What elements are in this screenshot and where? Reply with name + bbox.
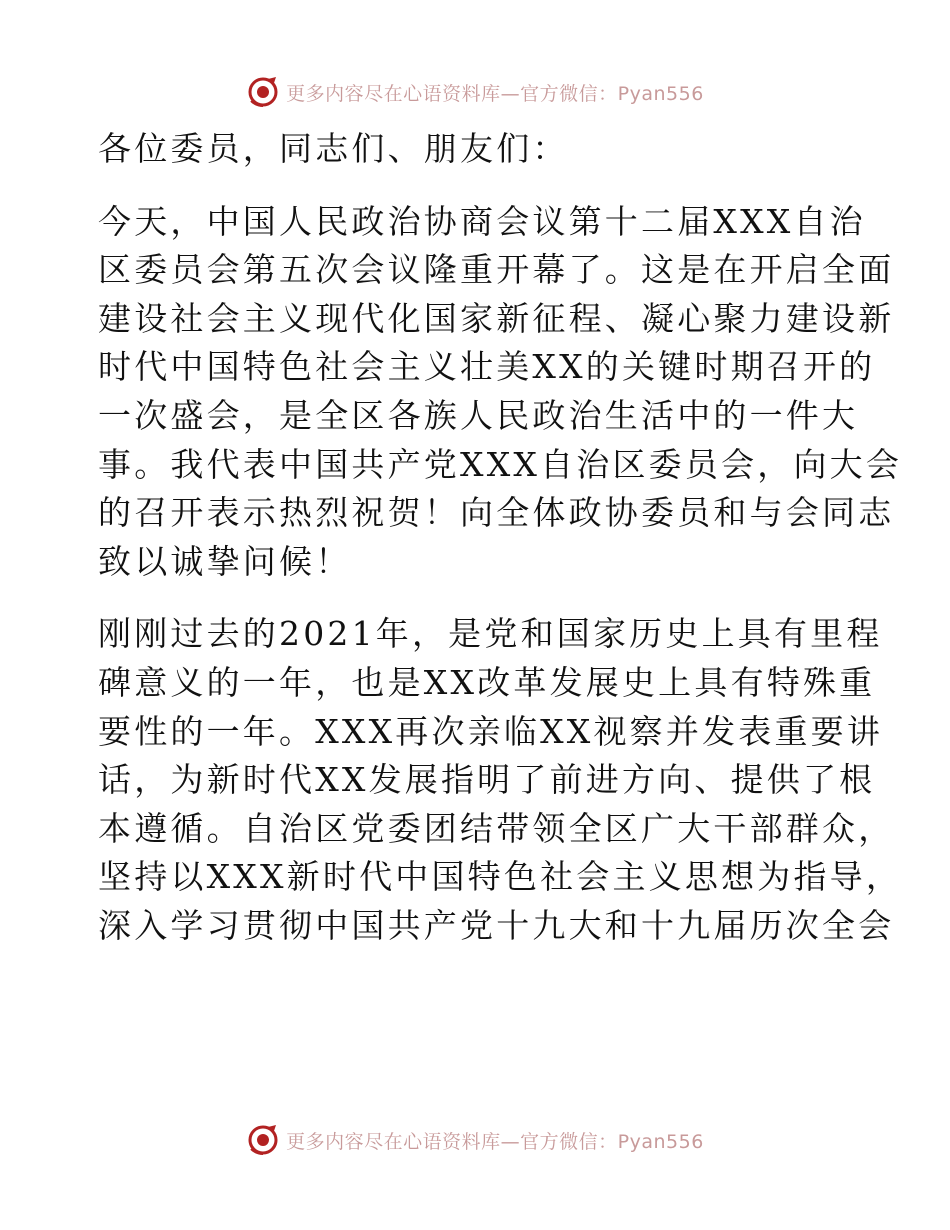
watermark-text: 更多内容尽在心语资料库—官方微信：Pyan556 <box>286 82 704 105</box>
text-line: 致以诚挚问候！ <box>98 541 352 581</box>
text-line: 的召开表示热烈祝贺！向全体政协委员和与会同志 <box>98 493 895 533</box>
paragraph-2 <box>98 610 903 950</box>
text-line: 刚刚过去的2021年，是党和国家历史上具有里程 <box>98 614 883 654</box>
text-line: 事。我代表中国共产党XXX自治区委员会，向大会 <box>98 444 903 484</box>
salutation: 各位委员，同志们、朋友们： <box>98 129 569 168</box>
footer-watermark <box>0 1118 950 1162</box>
text-line: 本遵循。自治区党委团结带领全区广大干部群众， <box>98 808 895 848</box>
paragraph-1 <box>98 198 903 587</box>
text-line: 建设社会主义现代化国家新征程、凝心聚力建设新 <box>98 298 895 338</box>
text-line: 碑意义的一年，也是XX改革发展史上具有特殊重 <box>98 662 876 702</box>
pen-circle-logo-icon <box>246 75 280 109</box>
text-line: 话，为新时代XX发展指明了前进方向、提供了根 <box>98 760 876 800</box>
header-watermark <box>0 70 950 114</box>
text-line: 今天，中国人民政治协商会议第十二届XXX自治 <box>98 201 866 241</box>
text-line: 时代中国特色社会主义壮美XX的关键时期召开的 <box>98 347 876 387</box>
text-line: 区委员会第五次会议隆重开幕了。这是在开启全面 <box>98 250 895 290</box>
text-line: 要性的一年。XXX再次亲临XX视察并发表重要讲 <box>98 711 884 751</box>
text-line: 深入学习贯彻中国共产党十九大和十九届历次全会 <box>98 905 895 945</box>
pen-circle-logo-icon <box>246 1123 280 1157</box>
text-line: 坚持以XXX新时代中国特色社会主义思想为指导， <box>98 857 903 897</box>
document-body <box>98 120 903 951</box>
watermark-text: 更多内容尽在心语资料库—官方微信：Pyan556 <box>286 1130 704 1153</box>
text-line: 一次盛会，是全区各族人民政治生活中的一件大 <box>98 395 859 435</box>
